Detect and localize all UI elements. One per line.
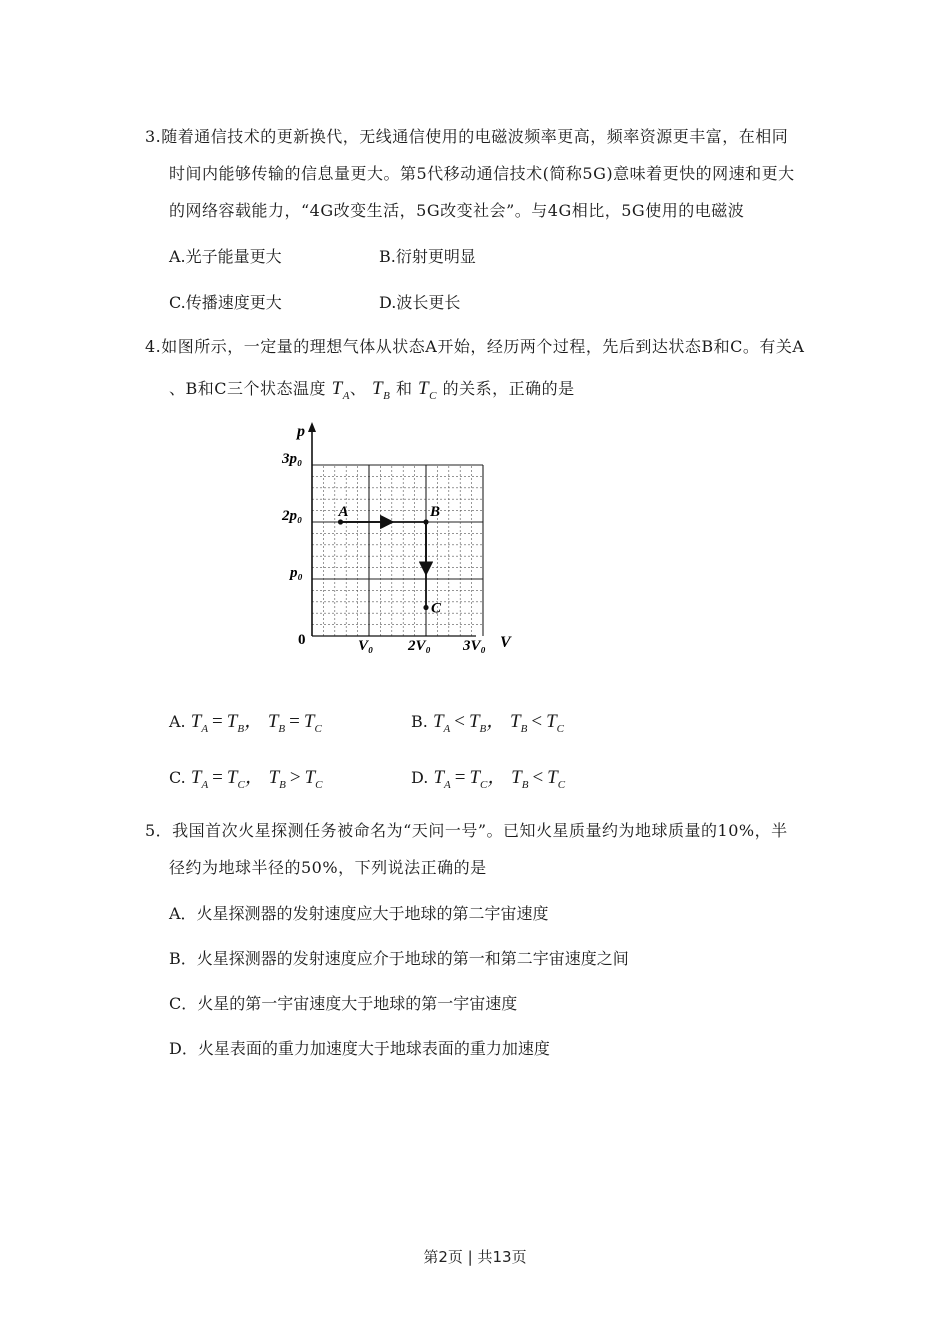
q5-option-d: D．火星表面的重力加速度大于地球表面的重力加速度 — [169, 1039, 550, 1058]
q3-stem-line1: 3.随着通信技术的更新换代，无线通信使用的电磁波频率更高，频率资源更丰富，在相同 — [145, 127, 789, 146]
q5-option-c: C．火星的第一宇宙速度大于地球的第一宇宙速度 — [169, 994, 518, 1013]
p-axis-label: p — [297, 423, 305, 440]
q5-option-a: A．火星探测器的发射速度应大于地球的第二宇宙速度 — [169, 904, 549, 923]
y-tick-p0: p₀ — [290, 565, 303, 581]
point-b-label: B — [430, 504, 441, 520]
q4-stem-line2: 、B和C三个状态温度 $T_A$、 $T_B$ 和 $T_C$ 的关系，正确的是 — [169, 378, 575, 402]
q4-stem-line1: 4.如图所示，一定量的理想气体从状态A开始，经历两个过程，先后到达状态B和C。有关A — [145, 337, 805, 356]
temp-b: $T_B$ — [372, 378, 391, 402]
point-a — [338, 519, 343, 524]
q5-stem-line1: 5．我国首次火星探测任务被命名为“天问一号”。已知火星质量约为地球质量的10%，半 — [145, 821, 788, 840]
page-footer: 第2页 | 共13页 — [423, 1248, 527, 1266]
q4-option-a: A. $T_A = T_B$， $T_B = T_C$ — [169, 711, 322, 735]
y-tick-3p0: 3p₀ — [282, 451, 303, 467]
q3-option-a: A.光子能量更大 — [169, 247, 282, 266]
q3-option-d: D.波长更长 — [379, 293, 461, 312]
q3-option-c: C.传播速度更大 — [169, 293, 282, 312]
q4-option-d: D. $T_A = T_C$， $T_B < T_C$ — [411, 767, 566, 791]
x-tick-2v0: 2V₀ — [408, 638, 431, 654]
q4-option-c: C. $T_A = T_C$， $T_B > T_C$ — [169, 767, 323, 791]
q3-stem-line3: 的网络容载能力，“4G改变生活，5G改变社会”。与4G相比，5G使用的电磁波 — [169, 201, 745, 220]
temp-c: $T_C$ — [418, 378, 437, 402]
q3-stem-line2: 时间内能够传输的信息量更大。第5代移动通信技术(简称5G)意味着更快的网速和更大 — [169, 164, 795, 183]
x-tick-v0: V₀ — [358, 638, 374, 654]
point-c — [423, 605, 428, 610]
point-c-label: C — [431, 600, 442, 617]
q5-stem-line2: 径约为地球半径的50%，下列说法正确的是 — [169, 858, 487, 877]
q4-option-b: B. $T_A < T_B$， $T_B < T_C$ — [411, 711, 564, 735]
grid-minor — [312, 465, 483, 636]
temp-a: $T_A$ — [331, 378, 350, 402]
grid-major — [312, 465, 483, 636]
y-tick-2p0: 2p₀ — [282, 508, 303, 524]
point-a-label: A — [338, 504, 349, 520]
q3-option-b: B.衍射更明显 — [379, 247, 476, 266]
q5-option-b: B．火星探测器的发射速度应介于地球的第一和第二宇宙速度之间 — [169, 949, 629, 968]
origin-label: 0 — [298, 632, 306, 648]
p-axis-arrow-icon — [308, 422, 316, 432]
x-tick-3v0: 3V₀ — [463, 638, 486, 654]
v-axis-label: V — [500, 634, 511, 651]
pv-diagram — [280, 420, 520, 660]
point-b — [423, 519, 428, 524]
